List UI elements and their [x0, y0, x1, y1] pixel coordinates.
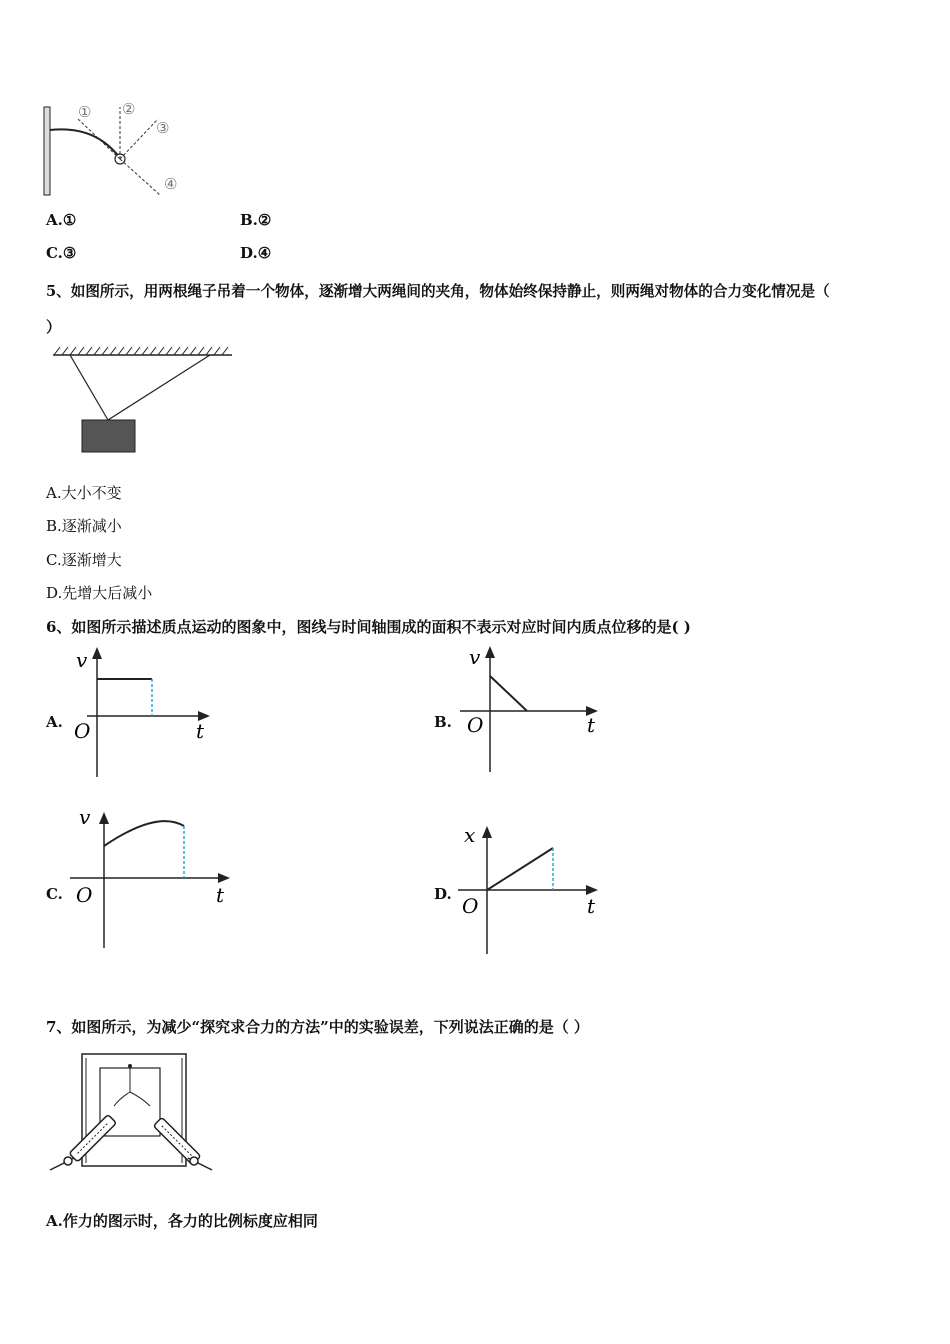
q5-stem-line1: 5、如图所示，用两根绳子吊着一个物体，逐渐增大两绳间的夹角，物体始终保持静止，则两绳对物体的合力变化情况是（ — [46, 283, 830, 300]
rope-left — [70, 355, 108, 420]
direction-3 — [120, 119, 158, 159]
q7-stem: 7、如图所示，为减少“探究求合力的方法”中的实验误差，下列说法正确的是（ ） — [46, 1018, 589, 1036]
string-left — [114, 1092, 130, 1106]
spring-scale-left — [69, 1115, 116, 1162]
y-arrow — [99, 812, 109, 824]
x-axis-label: t — [587, 713, 596, 737]
q5-option-b[interactable]: B.逐渐减小 — [46, 517, 122, 535]
q4-figure — [40, 95, 190, 205]
q6-option-c-label[interactable]: C. — [46, 885, 63, 903]
y-arrow — [485, 646, 495, 658]
q6-graph-c — [62, 800, 242, 950]
ceiling-hatching — [54, 347, 228, 355]
rope — [50, 129, 120, 158]
q6-option-a-label[interactable]: A. — [46, 713, 63, 731]
q6-graph-d — [455, 820, 615, 960]
x-arrow — [218, 873, 230, 883]
board-outer — [82, 1054, 186, 1166]
q5-option-d[interactable]: D.先增大后减小 — [46, 584, 153, 602]
q7-figure — [46, 1048, 216, 1178]
y-axis-label: v — [469, 645, 481, 669]
x-axis-label: t — [587, 894, 596, 918]
q6-option-d-label[interactable]: D. — [434, 885, 452, 903]
q4-option-d[interactable]: D.④ — [240, 244, 272, 262]
graph-line — [487, 848, 553, 890]
q6-stem: 6、如图所示描述质点运动的图象中，图线与时间轴围成的面积不表示对应时间内质点位移的是( ) — [46, 618, 691, 636]
q5-option-c[interactable]: C.逐渐增大 — [46, 551, 122, 569]
y-axis-label: v — [76, 648, 88, 672]
direction-4 — [120, 159, 160, 195]
q5-stem-line2: ） — [46, 318, 62, 336]
graph-line — [490, 676, 527, 711]
marker-2: ② — [122, 100, 136, 118]
x-axis-label: t — [216, 883, 225, 907]
q5-figure — [48, 345, 238, 455]
q6-option-b-label[interactable]: B. — [434, 713, 452, 731]
graph-curve — [104, 821, 184, 846]
q6-graph-b — [455, 640, 615, 780]
x-axis-label: t — [196, 719, 205, 743]
q4-option-a[interactable]: A.① — [46, 211, 77, 229]
q6-graph-a — [62, 645, 222, 785]
ring-left — [64, 1157, 72, 1165]
string-right — [130, 1092, 150, 1106]
q5-option-a[interactable]: A.大小不变 — [46, 484, 122, 502]
q4-option-c[interactable]: C.③ — [46, 244, 77, 262]
ring-right — [190, 1157, 198, 1165]
pin — [128, 1064, 132, 1068]
hanging-block — [82, 420, 135, 452]
marker-3: ③ — [156, 119, 170, 137]
y-arrow — [482, 826, 492, 838]
marker-4: ④ — [164, 175, 178, 193]
y-axis-label: x — [464, 823, 476, 847]
origin-label: O — [74, 719, 91, 743]
origin-label: O — [462, 894, 479, 918]
marker-1: ① — [78, 103, 92, 121]
wall — [44, 107, 50, 195]
origin-label: O — [76, 883, 93, 907]
q4-option-b[interactable]: B.② — [240, 211, 272, 229]
y-arrow — [92, 647, 102, 659]
q7-option-a[interactable]: A.作力的图示时，各力的比例标度应相同 — [46, 1212, 318, 1230]
rope-right — [108, 355, 210, 420]
origin-label: O — [467, 713, 484, 737]
y-axis-label: v — [79, 805, 91, 829]
